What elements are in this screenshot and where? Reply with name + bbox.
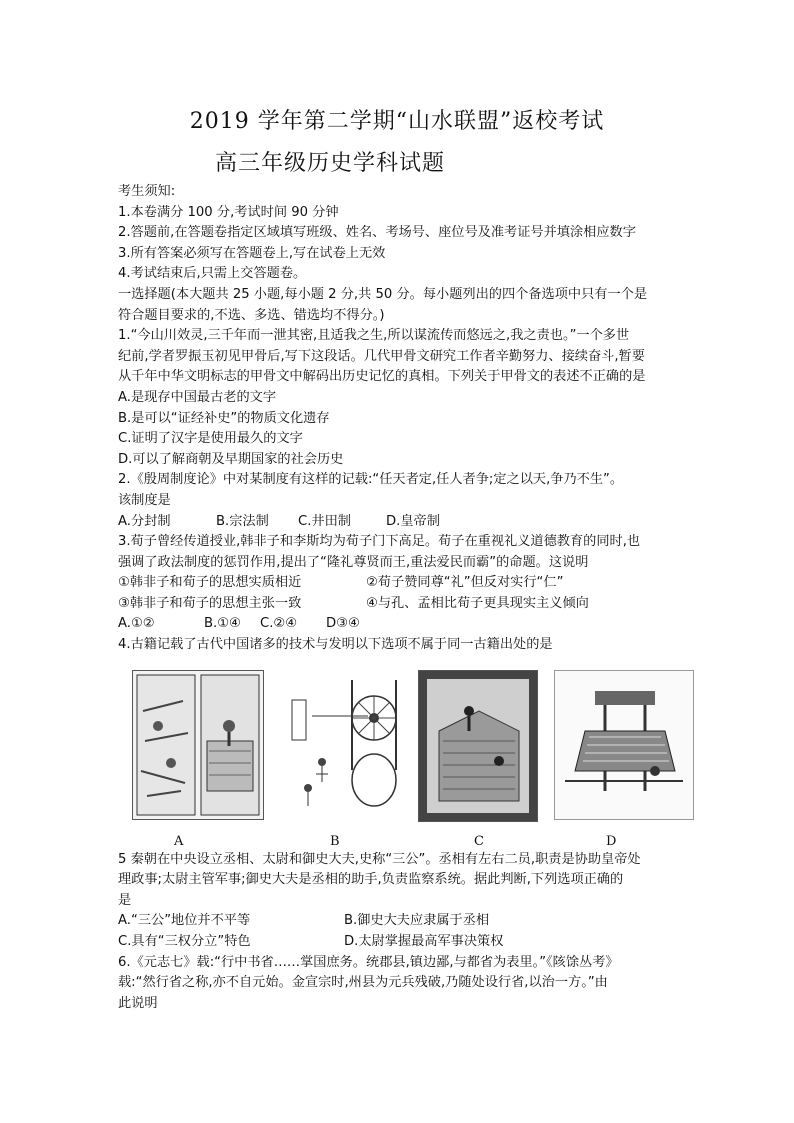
q3-option-d: D③④	[326, 616, 360, 632]
q5-option-a: A.“三公”地位并不平等	[118, 913, 251, 929]
q2-option-c: C.井田制	[298, 513, 351, 529]
figure-b-image	[282, 670, 408, 818]
q1-stem: 从千年中华文明标志的甲骨文中解码出历史记忆的真相。下列关于甲骨文的表述不正确的是	[118, 369, 646, 385]
q5-stem: 是	[118, 892, 132, 908]
q4-figures	[118, 660, 688, 850]
q6-stem: 此说明	[118, 995, 158, 1011]
q6-stem: 6.《元志七》载:“行中书省……掌国庶务。统郡县,镇边鄙,与都省为表里。”《陔馀丛考》	[118, 954, 619, 970]
q5-stem: 5 秦朝在中央设立丞相、太尉和御史大夫,史称“三公”。丞相有左右二员,职责是协助皇帝处	[118, 851, 641, 867]
exam-subtitle: 高三年级历史学科试题	[215, 151, 446, 176]
q3-statements-row	[118, 594, 688, 615]
figure-c-illustration	[419, 671, 537, 821]
section-intro: 一选择题(本大题共 25 小题,每小题 2 分,共 50 分。每小题列出的四个备选项中只有一个是	[118, 286, 648, 302]
q2-option-a: A.分封制	[118, 513, 171, 529]
q3-statement-4: ④与孔、孟相比荀子更具现实主义倾向	[366, 595, 589, 611]
q5-options-row	[118, 932, 688, 953]
q3-statement-3: ③韩非子和荀子的思想主张一致	[118, 595, 302, 611]
q5-option-d: D.太尉掌握最高军事决策权	[344, 934, 504, 950]
exam-body	[118, 182, 688, 1014]
figure-a-illustration	[133, 671, 263, 819]
q1-stem: 1.“今山川效灵,三千年而一泄其密,且适我之生,所以谋流传而悠远之,我之责也。”一个多世	[118, 328, 630, 344]
q3-option-b: B.①④	[204, 616, 241, 632]
figure-label-c: C	[474, 833, 484, 849]
notice-item: 4.考试结束后,只需上交答题卷。	[118, 266, 307, 282]
q3-option-a: A.①②	[118, 616, 155, 632]
q3-stem: 3.荀子曾经传道授业,韩非子和李斯均为荀子门下高足。荀子在重视礼义道德教育的同时,也	[118, 534, 641, 550]
notice-item: 3.所有答案必须写在答题卷上,写在试卷上无效	[118, 245, 386, 261]
figure-a-image	[132, 670, 264, 820]
q1-option-d: D.可以了解商朝及早期国家的社会历史	[118, 451, 344, 467]
figure-label-d: D	[606, 833, 617, 849]
notice-heading: 考生须知:	[118, 184, 176, 199]
q2-options	[118, 512, 688, 533]
q1-option-b: B.是可以“证经补史”的物质文化遗存	[118, 410, 330, 426]
section-intro: 符合题目要求的,不选、多选、错选均不得分。)	[118, 307, 385, 323]
q4-stem: 4.古籍记载了古代中国诸多的技术与发明以下选项不属于同一古籍出处的是	[118, 637, 553, 653]
q3-options	[118, 614, 688, 635]
q5-stem: 理政事;太尉主管军事;御史大夫是丞相的助手,负责监察系统。据此判断,下列选项正确的	[118, 872, 624, 888]
figure-label-b: B	[330, 833, 340, 849]
q2-option-d: D.皇帝制	[386, 513, 440, 529]
figure-d-image	[554, 670, 694, 820]
q1-option-a: A.是现存中国最古老的文字	[118, 389, 277, 405]
figure-d-illustration	[555, 671, 693, 819]
q2-stem: 该制度是	[118, 492, 171, 508]
notice-item: 1.本卷满分 100 分,考试时间 90 分钟	[118, 204, 339, 220]
q1-option-c: C.证明了汉字是使用最久的文字	[118, 431, 303, 447]
q1-stem: 纪前,学者罗振玉初见甲骨后,写下这段话。几代甲骨文研究工作者辛勤努力、接续奋斗,暂要	[118, 348, 645, 364]
q3-option-c: C.②④	[260, 616, 298, 632]
q5-options-row	[118, 911, 688, 932]
q3-statements-row	[118, 573, 688, 594]
q2-option-b: B.宗法制	[216, 513, 269, 529]
q6-stem: 载:“然行省之称,亦不自元始。金宣宗时,州县为元兵残破,乃随处设行省,以治一方。”由	[118, 975, 608, 991]
q5-option-c: C.具有“三权分立”特色	[118, 934, 251, 950]
q3-stem: 强调了政法制度的惩罚作用,提出了“隆礼尊贤而王,重法爱民而霸”的命题。这说明	[118, 554, 589, 570]
q3-statement-1: ①韩非子和荀子的思想实质相近	[118, 575, 302, 591]
figure-c-image	[418, 670, 538, 822]
q3-statement-2: ②荀子赞同尊“礼”但反对实行“仁”	[366, 575, 564, 591]
q2-stem: 2.《殷周制度论》中对某制度有这样的记载:“任天者定,任人者争;定之以天,争乃不生”。	[118, 472, 624, 488]
q5-option-b: B.御史大夫应隶属于丞相	[344, 913, 490, 929]
figure-b-illustration	[282, 670, 408, 818]
figure-label-a: A	[174, 833, 184, 849]
notice-item: 2.答题前,在答题卷指定区域填写班级、姓名、考场号、座位号及准考证号并填涂相应数字	[118, 225, 636, 241]
exam-title: 2019 学年第二学期“山水联盟”返校考试	[189, 109, 605, 134]
